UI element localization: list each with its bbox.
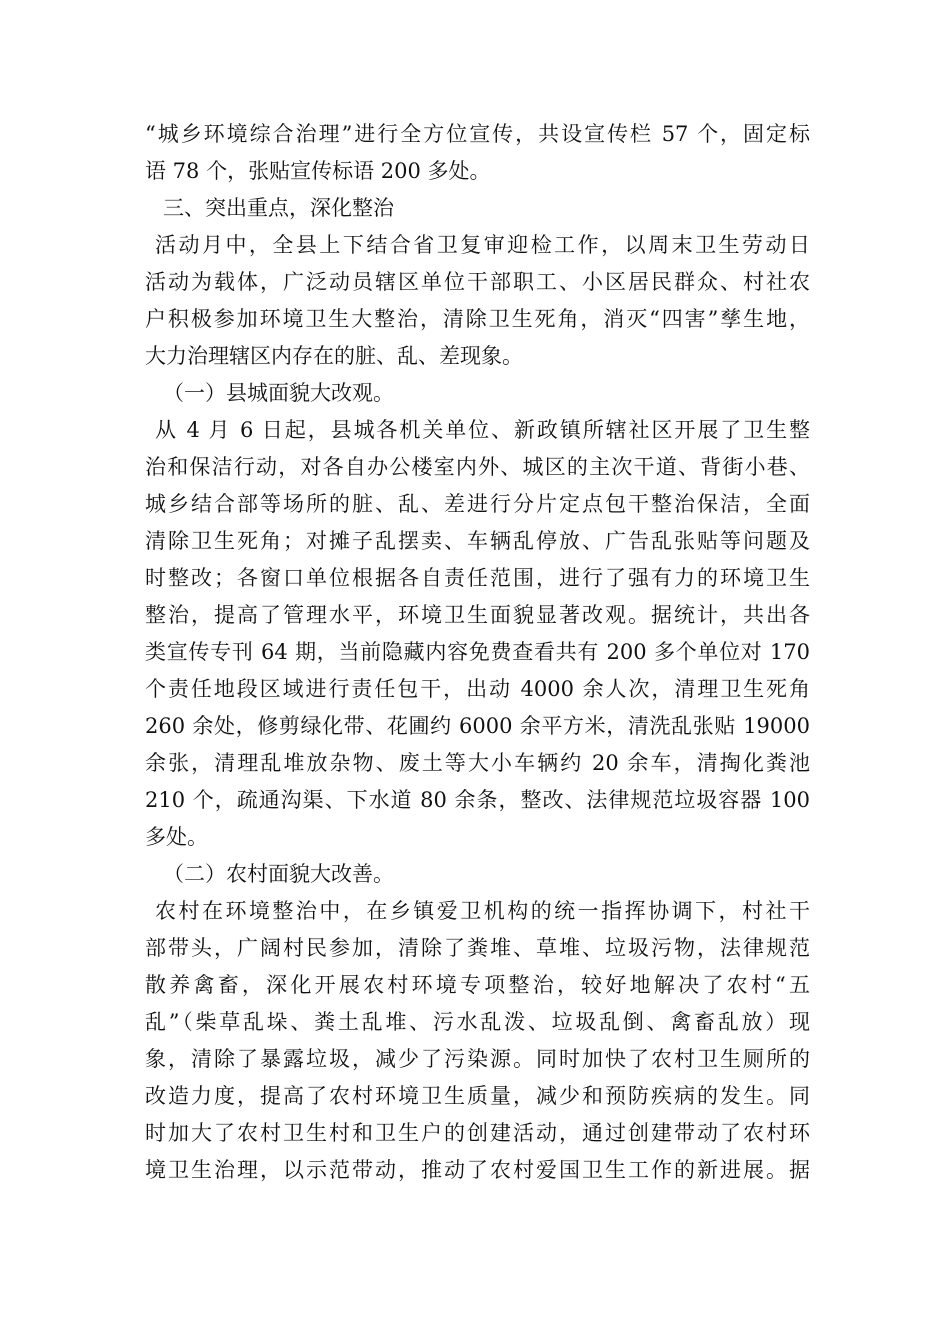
text-line: “城乡环境综合治理”进行全方位宣传，共设宣传栏 57 个，固定标 [145, 122, 810, 146]
text-line: 时整改；各窗口单位根据各自责任范围，进行了强有力的环境卫生 [145, 566, 810, 590]
text-line: （一）县城面貌大改观。 [163, 381, 394, 405]
text-line: 余张，清理乱堆放杂物、废土等大小车辆约 20 余车，清掏化粪池 [145, 751, 810, 775]
text-line: 三、突出重点，深化整治 [163, 196, 394, 220]
text-line: 多处。 [145, 825, 208, 849]
text-line: 城乡结合部等场所的脏、乱、差进行分片定点包干整治保洁，全面 [145, 492, 810, 516]
text-line: 乱”（柴草乱垛、粪土乱堆、污水乱泼、垃圾乱倒、禽畜乱放）现 [145, 1010, 810, 1034]
text-line: 大力治理辖区内存在的脏、乱、差现象。 [145, 344, 523, 368]
text-line: 境卫生治理，以示范带动，推动了农村爱国卫生工作的新进展。据 [145, 1158, 810, 1182]
text-line: 农村在环境整治中，在乡镇爱卫机构的统一指挥协调下，村社干 [155, 899, 810, 923]
text-line: 户积极参加环境卫生大整治，清除卫生死角，消灭“四害”孳生地， [145, 307, 810, 331]
text-line: 部带头，广阔村民参加，清除了粪堆、草堆、垃圾污物，法律规范 [145, 936, 810, 960]
text-line: （二）农村面貌大改善。 [163, 862, 394, 886]
text-line: 整治，提高了管理水平，环境卫生面貌显著改观。据统计，共出各 [145, 603, 810, 627]
text-line: 从 4 月 6 日起，县城各机关单位、新政镇所辖社区开展了卫生整 [155, 418, 810, 442]
document-body [145, 116, 810, 1189]
text-line: 清除卫生死角；对摊子乱摆卖、车辆乱停放、广告乱张贴等问题及 [145, 529, 810, 553]
text-line: 类宣传专刊 64 期，当前隐藏内容免费查看共有 200 多个单位对 170 [145, 640, 810, 664]
text-line: 210 个，疏通沟渠、下水道 80 余条，整改、法律规范垃圾容器 100 [145, 788, 810, 812]
text-line: 260 余处，修剪绿化带、花圃约 6000 余平方米，清洗乱张贴 19000 [145, 714, 810, 738]
text-line: 个责任地段区域进行责任包干，出动 4000 余人次，清理卫生死角 [145, 677, 810, 701]
text-line: 治和保洁行动，对各自办公楼室内外、城区的主次干道、背街小巷、 [145, 455, 810, 479]
text-line: 象，清除了暴露垃圾，减少了污染源。同时加快了农村卫生厕所的 [145, 1047, 810, 1071]
text-line: 活动为载体，广泛动员辖区单位干部职工、小区居民群众、村社农 [145, 270, 810, 294]
text-line: 活动月中，全县上下结合省卫复审迎检工作，以周末卫生劳动日 [155, 233, 810, 257]
text-line: 语 78 个，张贴宣传标语 200 多处。 [145, 159, 491, 183]
text-line: 时加大了农村卫生村和卫生户的创建活动，通过创建带动了农村环 [145, 1121, 810, 1145]
text-line: 散养禽畜，深化开展农村环境专项整治，较好地解决了农村“五 [145, 973, 810, 997]
text-line: 改造力度，提高了农村环境卫生质量，减少和预防疾病的发生。同 [145, 1084, 810, 1108]
